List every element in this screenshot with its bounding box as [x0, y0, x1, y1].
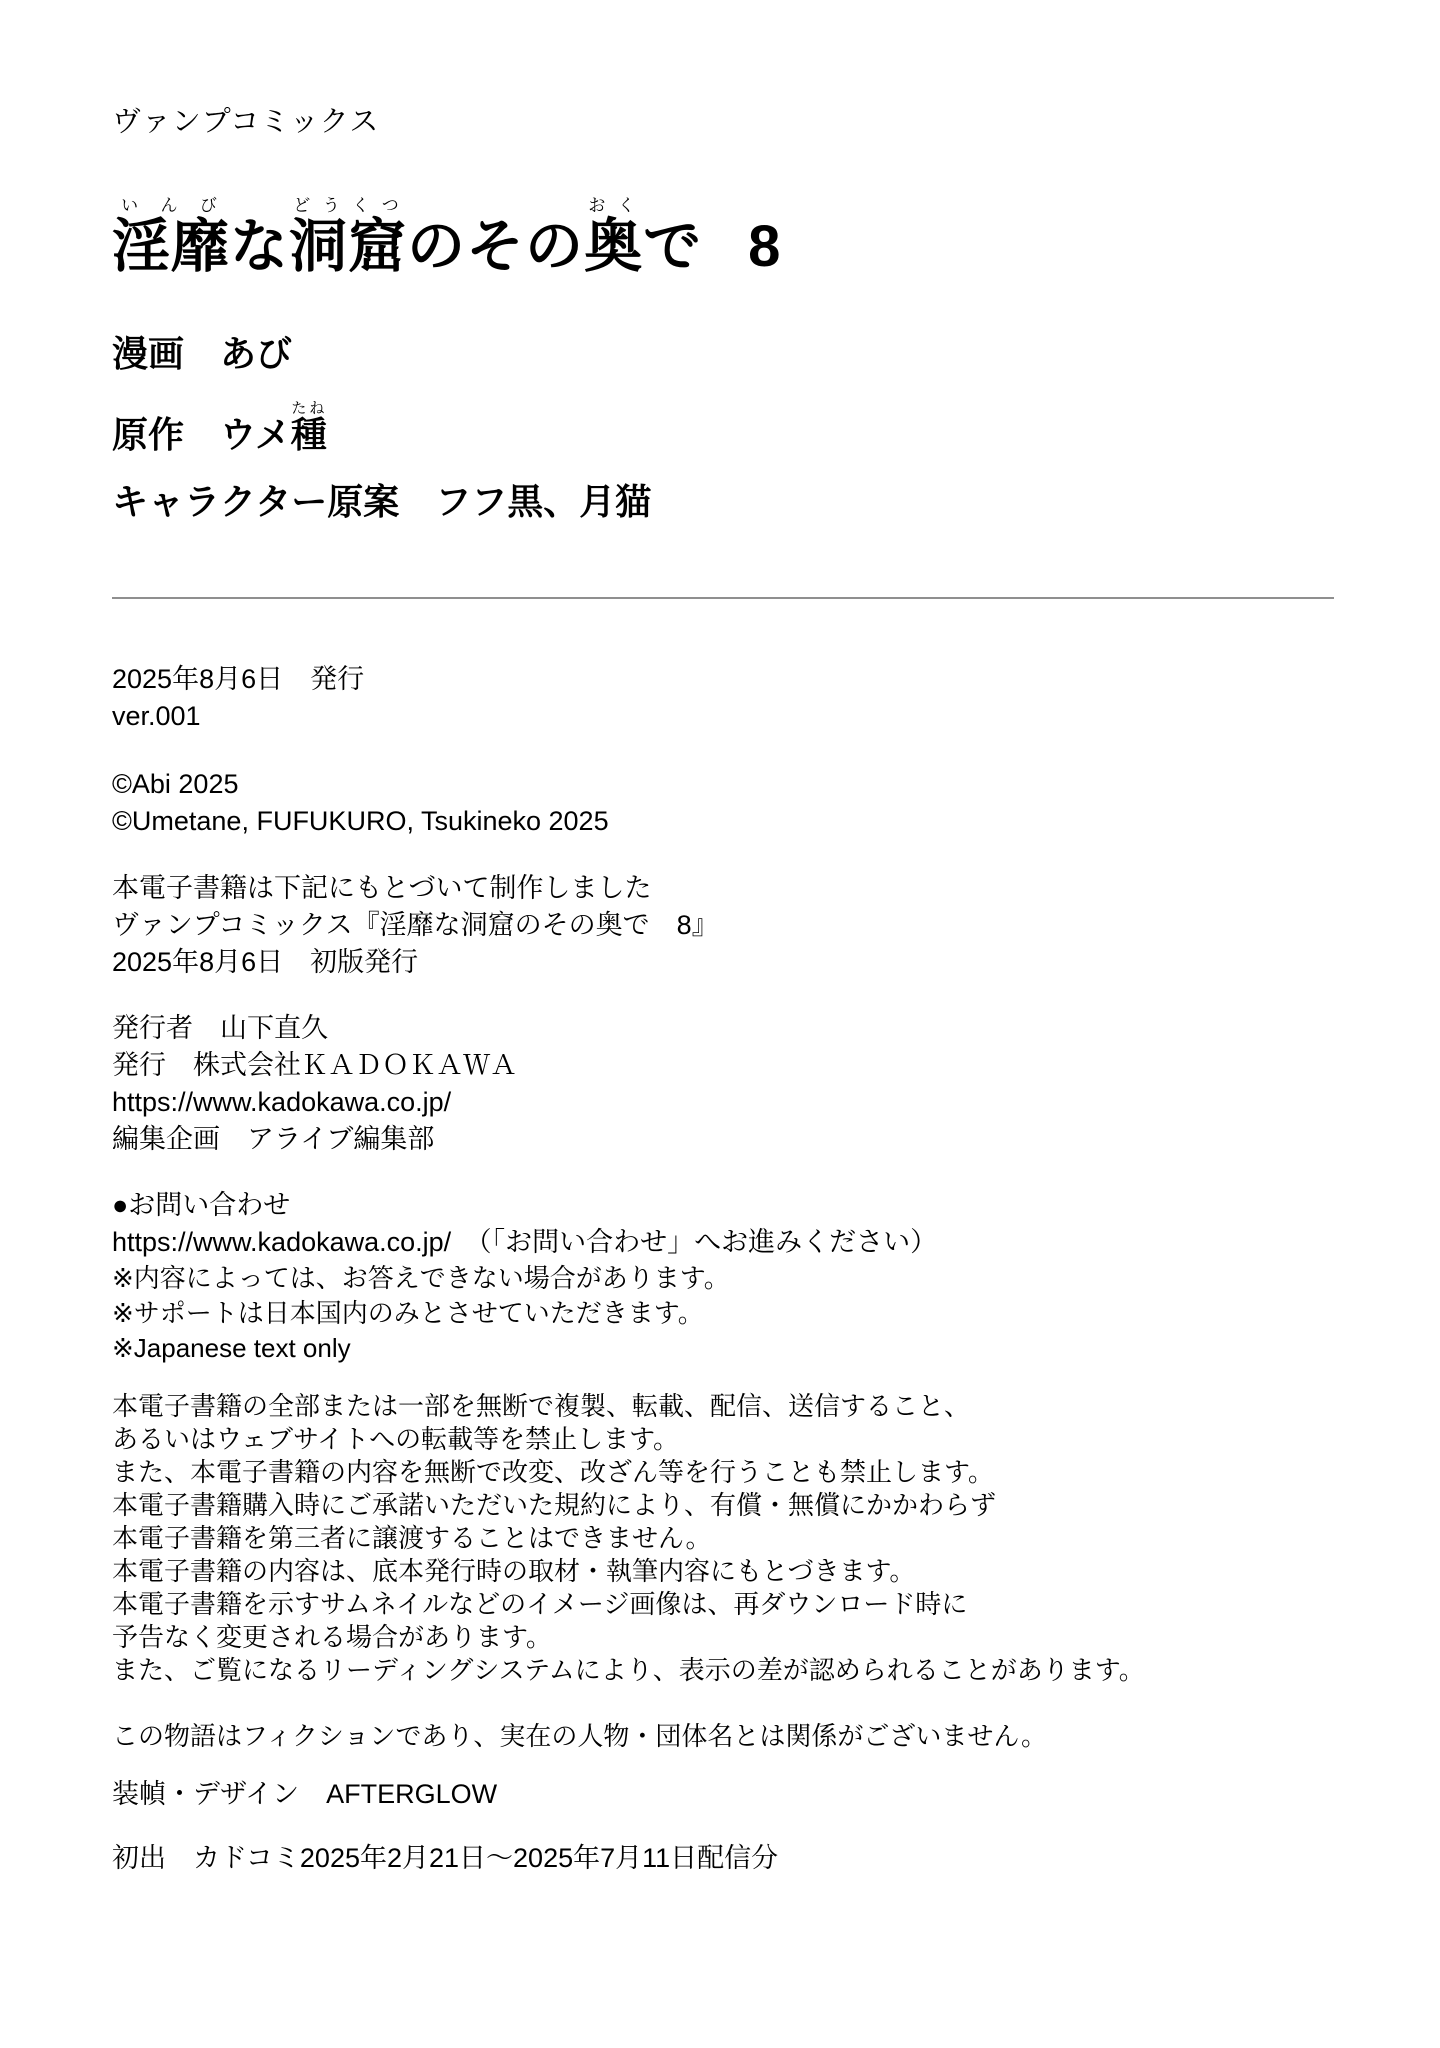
issue-date-line: 2025年8月6日 発行: [112, 664, 365, 695]
source-edition-info: [112, 870, 1340, 981]
first-publication: [112, 1840, 1340, 1877]
credit-manga-artist: 漫画 あび: [112, 333, 293, 375]
title-ruby-inbi: [112, 195, 231, 279]
credit-original-text: 原作 ウメ: [112, 413, 291, 455]
credits: [112, 332, 1340, 523]
fiction-disclaimer: [112, 1718, 1340, 1755]
publisher-info: [112, 1010, 1340, 1158]
publisher-url-line: https://www.kadokawa.co.jp/: [112, 1087, 452, 1118]
source-date-line: 2025年8月6日 初版発行: [112, 947, 419, 978]
first-publication-line: 初出 カドコミ2025年2月21日～2025年7月11日配信分: [112, 1843, 779, 1874]
contact-header: ●お問い合わせ: [112, 1190, 291, 1221]
copyright-info: [112, 766, 1340, 840]
contact-url-line: https://www.kadokawa.co.jp/ （「お問い合わせ」へお進みください）: [112, 1227, 938, 1258]
credit-original-furigana: たね: [290, 399, 327, 417]
copyright-line-artist: ©Abi 2025: [112, 769, 239, 800]
version-line: ver.001: [112, 701, 201, 732]
credit-character-design: キャラクター原案 フフ黒、月猫: [112, 480, 652, 522]
legal-line: 本電子書籍の内容は、底本発行時の取材・執筆内容にもとづきます。: [112, 1556, 916, 1587]
source-note-line: 本電子書籍は下記にもとづいて制作しました: [112, 873, 652, 904]
legal-line: 本電子書籍を第三者に譲渡することはできません。: [112, 1523, 712, 1554]
legal-line: また、本電子書籍の内容を無断で改変、改ざん等を行うことも禁止します。: [112, 1457, 994, 1488]
design-credit: [112, 1776, 1340, 1813]
legal-notice: [112, 1390, 1340, 1687]
book-title: [112, 196, 1340, 281]
credit-original-author: [112, 400, 1340, 456]
title-ruby-doukutsu: [289, 195, 408, 279]
contact-note: ※Japanese text only: [112, 1333, 351, 1364]
imprint-label: ヴァンプコミックス: [112, 106, 380, 138]
legal-line: 本電子書籍の全部または一部を無断で複製、転載、配信、送信すること、: [112, 1391, 971, 1422]
contact-note: ※サポートは日本国内のみとさせていただきます。: [112, 1298, 704, 1329]
contact-info: [112, 1187, 1340, 1366]
design-credit-line: 装幀・デザイン AFTERGLOW: [112, 1779, 498, 1810]
title-ruby-oku: [584, 195, 644, 279]
fiction-disclaimer-line: この物語はフィクションであり、実在の人物・団体名とは関係がございません。: [112, 1721, 1047, 1752]
editorial-dept-line: 編集企画 アライブ編集部: [112, 1124, 435, 1155]
title-furigana-oku: おく: [584, 195, 644, 215]
publisher-company-line: 発行 株式会社ＫＡＤＯＫＡＷＡ: [112, 1050, 517, 1081]
title-furigana-inbi: いんび: [112, 195, 230, 215]
legal-line: 予告なく変更される場合があります。: [112, 1622, 552, 1653]
legal-line: 本電子書籍を示すサムネイルなどのイメージ画像は、再ダウンロード時に: [112, 1589, 968, 1620]
contact-note: ※内容によっては、お答えできない場合があります。: [112, 1263, 730, 1294]
credit-original-ruby: [290, 399, 327, 455]
credit-original-ruby-base: 種: [290, 413, 327, 455]
title-furigana-doukutsu: どうくつ: [289, 195, 408, 215]
publisher-person-line: 発行者 山下直久: [112, 1013, 328, 1044]
volume-number: 8: [748, 213, 782, 279]
title-segment: で: [643, 213, 703, 279]
title-base-inbi: 淫靡: [112, 213, 231, 279]
edition-info: [112, 661, 1340, 735]
title-base-oku: 奥: [584, 213, 644, 279]
title-segment: のその: [407, 213, 585, 279]
divider-rule: [112, 597, 1334, 599]
title-segment: な: [230, 213, 290, 279]
legal-line: また、ご覧になるリーディングシステムにより、表示の差が認められることがあります。: [112, 1655, 1145, 1686]
legal-line: 本電子書籍購入時にご承諾いただいた規約により、有償・無償にかかわらず: [112, 1490, 997, 1521]
title-base-doukutsu: 洞窟: [289, 213, 408, 279]
copyright-line-authors: ©Umetane, FUFUKURO, Tsukineko 2025: [112, 806, 609, 837]
source-title-line: ヴァンプコミックス『淫靡な洞窟のその奥で 8』: [112, 910, 719, 941]
legal-line: あるいはウェブサイトへの転載等を禁止します。: [112, 1424, 680, 1455]
